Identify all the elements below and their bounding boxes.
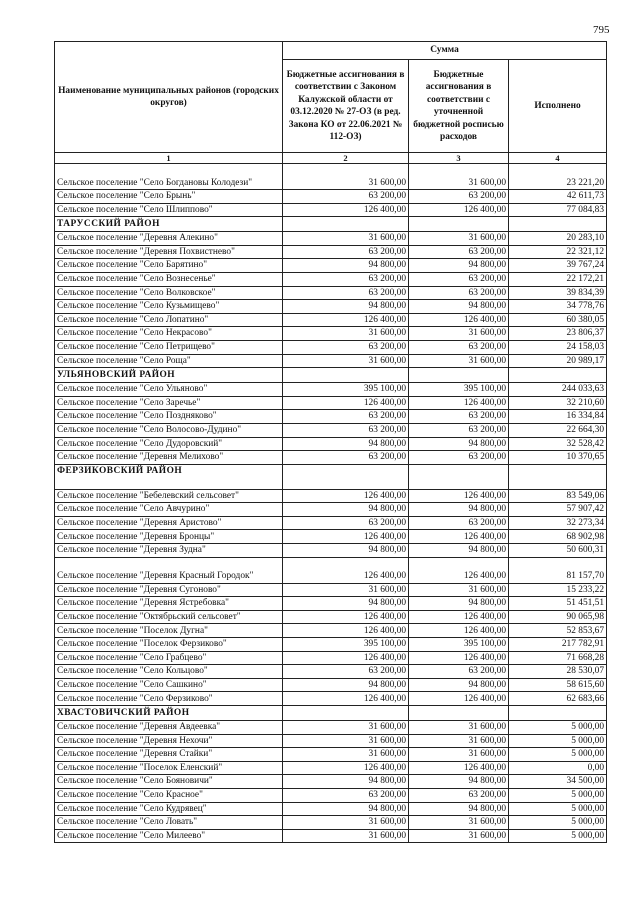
law-allocation-value: 94 800,00 [283,259,409,273]
revised-allocation-value: 126 400,00 [409,692,509,706]
law-allocation-value: 94 800,00 [283,597,409,611]
law-allocation-value: 31 600,00 [283,164,409,190]
settlement-name: Сельское поселение "Село Авчурино" [55,503,283,517]
header-sum: Сумма [283,42,607,60]
revised-allocation-value: 126 400,00 [409,761,509,775]
settlement-name: Сельское поселение "Поселок Еленский" [55,761,283,775]
law-allocation-value: 126 400,00 [283,530,409,544]
table-row [55,557,607,583]
revised-allocation-value: 63 200,00 [409,340,509,354]
settlement-name: Сельское поселение "Бебелевский сельсовет" [55,489,283,503]
empty-cell [283,706,409,721]
revised-allocation-value: 126 400,00 [409,313,509,327]
header-executed: Исполнено [509,60,607,153]
table-body [55,164,607,843]
law-allocation-value: 31 600,00 [283,232,409,246]
revised-allocation-value: 31 600,00 [409,232,509,246]
table-row [55,597,607,611]
table-row [55,190,607,204]
revised-allocation-value: 94 800,00 [409,259,509,273]
empty-cell [409,464,509,489]
table-row [55,272,607,286]
table-row [55,300,607,314]
settlement-name: Сельское поселение "Деревня Зудна" [55,544,283,558]
revised-allocation-value: 63 200,00 [409,272,509,286]
revised-allocation-value: 31 600,00 [409,816,509,830]
law-allocation-value: 31 600,00 [283,748,409,762]
settlement-name: Сельское поселение "Деревня Ястребовка" [55,597,283,611]
settlement-name: Сельское поселение "Село Шлиппово" [55,203,283,217]
empty-cell [409,217,509,232]
table-row [55,721,607,735]
table-row [55,748,607,762]
header-law-allocations: Бюджетные ассигнования в соответствии с Законом Калужской области от 03.12.2020 № 27-ОЗ (в ред. Закона КО от 22.06.2021 № 112-ОЗ) [283,60,409,153]
settlement-name: Сельское поселение "Село Грабцево" [55,651,283,665]
law-allocation-value: 63 200,00 [283,340,409,354]
executed-value: 20 989,17 [509,354,607,368]
revised-allocation-value: 126 400,00 [409,203,509,217]
settlement-name: Сельское поселение "Поселок Дугна" [55,624,283,638]
district-header-row [55,368,607,383]
revised-allocation-value: 126 400,00 [409,610,509,624]
settlement-name: Сельское поселение "Село Ловать" [55,816,283,830]
table-row [55,164,607,190]
table-row [55,583,607,597]
law-allocation-value: 31 600,00 [283,354,409,368]
revised-allocation-value: 94 800,00 [409,544,509,558]
revised-allocation-value: 126 400,00 [409,530,509,544]
settlement-name: Сельское поселение "Село Волковское" [55,286,283,300]
table-row [55,544,607,558]
table-row [55,286,607,300]
executed-value: 32 273,34 [509,516,607,530]
law-allocation-value: 126 400,00 [283,761,409,775]
executed-value: 50 600,31 [509,544,607,558]
table-row [55,665,607,679]
table-row [55,451,607,465]
table-row [55,423,607,437]
executed-value: 5 000,00 [509,816,607,830]
district-name: ФЕРЗИКОВСКИЙ РАЙОН [55,464,283,489]
table-row [55,651,607,665]
district-name: ХВАСТОВИЧСКИЙ РАЙОН [55,706,283,721]
executed-value: 24 158,03 [509,340,607,354]
law-allocation-value: 94 800,00 [283,802,409,816]
settlement-name: Сельское поселение "Село Вознесенье" [55,272,283,286]
settlement-name: Сельское поселение "Деревня Стайки" [55,748,283,762]
executed-value: 68 902,98 [509,530,607,544]
executed-value: 39 767,24 [509,259,607,273]
executed-value: 42 611,73 [509,190,607,204]
executed-value: 32 528,42 [509,437,607,451]
law-allocation-value: 63 200,00 [283,190,409,204]
table-header [55,42,607,164]
settlement-name: Сельское поселение "Село Милеево" [55,829,283,843]
law-allocation-value: 395 100,00 [283,638,409,652]
law-allocation-value: 63 200,00 [283,516,409,530]
executed-value: 22 321,12 [509,245,607,259]
settlement-name: Сельское поселение "Село Дудоровский" [55,437,283,451]
table-row [55,678,607,692]
revised-allocation-value: 63 200,00 [409,245,509,259]
revised-allocation-value: 63 200,00 [409,516,509,530]
law-allocation-value: 126 400,00 [283,313,409,327]
executed-value: 51 451,51 [509,597,607,611]
executed-value: 5 000,00 [509,721,607,735]
settlement-name: Сельское поселение "Поселок Ферзиково" [55,638,283,652]
executed-value: 5 000,00 [509,748,607,762]
settlement-name: Сельское поселение "Село Лопатино" [55,313,283,327]
executed-value: 39 834,39 [509,286,607,300]
column-number: 1 [55,153,283,164]
executed-value: 5 000,00 [509,829,607,843]
settlement-name: Сельское поселение "Село Ульяново" [55,383,283,397]
revised-allocation-value: 126 400,00 [409,396,509,410]
law-allocation-value: 63 200,00 [283,451,409,465]
table-row [55,203,607,217]
revised-allocation-value: 126 400,00 [409,489,509,503]
executed-value: 15 233,22 [509,583,607,597]
settlement-name: Сельское поселение "Село Роща" [55,354,283,368]
table-row [55,802,607,816]
executed-value: 23 806,37 [509,327,607,341]
executed-value: 244 033,63 [509,383,607,397]
law-allocation-value: 63 200,00 [283,665,409,679]
revised-allocation-value: 126 400,00 [409,624,509,638]
law-allocation-value: 94 800,00 [283,678,409,692]
settlement-name: Сельское поселение "Село Петрищево" [55,340,283,354]
revised-allocation-value: 31 600,00 [409,734,509,748]
settlement-name: Сельское поселение "Село Богдановы Колодези" [55,164,283,190]
executed-value: 90 065,98 [509,610,607,624]
executed-value: 34 500,00 [509,775,607,789]
empty-cell [509,706,607,721]
law-allocation-value: 94 800,00 [283,300,409,314]
revised-allocation-value: 395 100,00 [409,638,509,652]
table-row [55,624,607,638]
table-row [55,761,607,775]
executed-value: 58 615,60 [509,678,607,692]
executed-value: 34 778,76 [509,300,607,314]
header-revised-allocations: Бюджетные ассигнования в соответствии с уточненной бюджетной росписью расходов [409,60,509,153]
settlement-name: Сельское поселение "Деревня Бронцы" [55,530,283,544]
revised-allocation-value: 63 200,00 [409,665,509,679]
settlement-name: Сельское поселение "Село Красное" [55,788,283,802]
law-allocation-value: 126 400,00 [283,610,409,624]
table-row [55,259,607,273]
law-allocation-value: 63 200,00 [283,286,409,300]
executed-value: 16 334,84 [509,410,607,424]
district-name: УЛЬЯНОВСКИЙ РАЙОН [55,368,283,383]
table-row [55,437,607,451]
revised-allocation-value: 31 600,00 [409,721,509,735]
district-header-row [55,217,607,232]
law-allocation-value: 31 600,00 [283,721,409,735]
executed-value: 20 283,10 [509,232,607,246]
empty-cell [509,464,607,489]
header-municipality-name: Наименование муниципальных районов (городских округов) [55,42,283,153]
table-row [55,354,607,368]
settlement-name: Сельское поселение "Село Кольцово" [55,665,283,679]
column-number: 4 [509,153,607,164]
revised-allocation-value: 31 600,00 [409,164,509,190]
law-allocation-value: 126 400,00 [283,692,409,706]
revised-allocation-value: 94 800,00 [409,802,509,816]
law-allocation-value: 31 600,00 [283,583,409,597]
table-row [55,530,607,544]
table-row [55,232,607,246]
column-number: 2 [283,153,409,164]
revised-allocation-value: 94 800,00 [409,503,509,517]
table-row [55,788,607,802]
executed-value: 22 664,30 [509,423,607,437]
revised-allocation-value: 31 600,00 [409,583,509,597]
settlement-name: Сельское поселение "Октябрьский сельсовет" [55,610,283,624]
settlement-name: Сельское поселение "Село Сашкино" [55,678,283,692]
settlement-name: Сельское поселение "Село Кудрявец" [55,802,283,816]
revised-allocation-value: 63 200,00 [409,451,509,465]
table-row [55,816,607,830]
executed-value: 57 907,42 [509,503,607,517]
executed-value: 62 683,66 [509,692,607,706]
executed-value: 0,00 [509,761,607,775]
settlement-name: Сельское поселение "Деревня Нехочи" [55,734,283,748]
executed-value: 60 380,05 [509,313,607,327]
executed-value: 23 221,20 [509,164,607,190]
table-row [55,516,607,530]
revised-allocation-value: 63 200,00 [409,410,509,424]
revised-allocation-value: 63 200,00 [409,286,509,300]
law-allocation-value: 63 200,00 [283,272,409,286]
settlement-name: Сельское поселение "Село Волосово-Дудино" [55,423,283,437]
executed-value: 32 210,60 [509,396,607,410]
revised-allocation-value: 126 400,00 [409,557,509,583]
revised-allocation-value: 31 600,00 [409,354,509,368]
executed-value: 71 668,28 [509,651,607,665]
executed-value: 77 084,83 [509,203,607,217]
law-allocation-value: 31 600,00 [283,734,409,748]
revised-allocation-value: 94 800,00 [409,597,509,611]
settlement-name: Сельское поселение "Деревня Аристово" [55,516,283,530]
law-allocation-value: 63 200,00 [283,410,409,424]
law-allocation-value: 94 800,00 [283,544,409,558]
settlement-name: Сельское поселение "Село Заречье" [55,396,283,410]
empty-cell [409,706,509,721]
revised-allocation-value: 395 100,00 [409,383,509,397]
settlement-name: Сельское поселение "Село Брынь" [55,190,283,204]
executed-value: 83 549,06 [509,489,607,503]
table-row [55,503,607,517]
executed-value: 5 000,00 [509,788,607,802]
settlement-name: Сельское поселение "Деревня Похвистнево" [55,245,283,259]
law-allocation-value: 94 800,00 [283,775,409,789]
table-row [55,340,607,354]
settlement-name: Сельское поселение "Село Бояновичи" [55,775,283,789]
page-number: 795 [593,24,610,36]
settlement-name: Сельское поселение "Село Ферзиково" [55,692,283,706]
table-row [55,489,607,503]
executed-value: 5 000,00 [509,802,607,816]
table-row [55,396,607,410]
empty-cell [283,464,409,489]
executed-value: 10 370,65 [509,451,607,465]
executed-value: 5 000,00 [509,734,607,748]
law-allocation-value: 94 800,00 [283,503,409,517]
table-row [55,383,607,397]
table-row [55,829,607,843]
settlement-name: Сельское поселение "Деревня Авдеевка" [55,721,283,735]
table-row [55,245,607,259]
settlement-name: Сельское поселение "Деревня Алекино" [55,232,283,246]
law-allocation-value: 94 800,00 [283,437,409,451]
law-allocation-value: 63 200,00 [283,423,409,437]
law-allocation-value: 31 600,00 [283,816,409,830]
revised-allocation-value: 94 800,00 [409,678,509,692]
law-allocation-value: 126 400,00 [283,624,409,638]
settlement-name: Сельское поселение "Деревня Красный Городок" [55,557,283,583]
revised-allocation-value: 94 800,00 [409,300,509,314]
empty-cell [509,368,607,383]
revised-allocation-value: 94 800,00 [409,775,509,789]
empty-cell [283,368,409,383]
district-name: ТАРУССКИЙ РАЙОН [55,217,283,232]
table-row [55,775,607,789]
executed-value: 81 157,70 [509,557,607,583]
executed-value: 217 782,91 [509,638,607,652]
law-allocation-value: 126 400,00 [283,203,409,217]
district-header-row [55,706,607,721]
table-row [55,610,607,624]
table-row [55,692,607,706]
settlement-name: Сельское поселение "Деревня Сугоново" [55,583,283,597]
table-row [55,313,607,327]
settlement-name: Сельское поселение "Село Поздняково" [55,410,283,424]
table-row [55,410,607,424]
executed-value: 28 530,07 [509,665,607,679]
law-allocation-value: 126 400,00 [283,651,409,665]
law-allocation-value: 63 200,00 [283,788,409,802]
law-allocation-value: 395 100,00 [283,383,409,397]
empty-cell [409,368,509,383]
table-row [55,638,607,652]
executed-value: 52 853,67 [509,624,607,638]
settlement-name: Сельское поселение "Деревня Мелихово" [55,451,283,465]
table-row [55,327,607,341]
budget-table [54,41,607,843]
settlement-name: Сельское поселение "Село Барятино" [55,259,283,273]
revised-allocation-value: 94 800,00 [409,437,509,451]
law-allocation-value: 126 400,00 [283,557,409,583]
empty-cell [283,217,409,232]
column-number: 3 [409,153,509,164]
settlement-name: Сельское поселение "Село Некрасово" [55,327,283,341]
revised-allocation-value: 63 200,00 [409,788,509,802]
law-allocation-value: 126 400,00 [283,489,409,503]
revised-allocation-value: 31 600,00 [409,748,509,762]
law-allocation-value: 126 400,00 [283,396,409,410]
revised-allocation-value: 126 400,00 [409,651,509,665]
revised-allocation-value: 31 600,00 [409,829,509,843]
revised-allocation-value: 63 200,00 [409,190,509,204]
table-row [55,734,607,748]
law-allocation-value: 63 200,00 [283,245,409,259]
law-allocation-value: 31 600,00 [283,829,409,843]
law-allocation-value: 31 600,00 [283,327,409,341]
executed-value: 22 172,21 [509,272,607,286]
revised-allocation-value: 31 600,00 [409,327,509,341]
district-header-row [55,464,607,489]
settlement-name: Сельское поселение "Село Кузьмищево" [55,300,283,314]
revised-allocation-value: 63 200,00 [409,423,509,437]
empty-cell [509,217,607,232]
